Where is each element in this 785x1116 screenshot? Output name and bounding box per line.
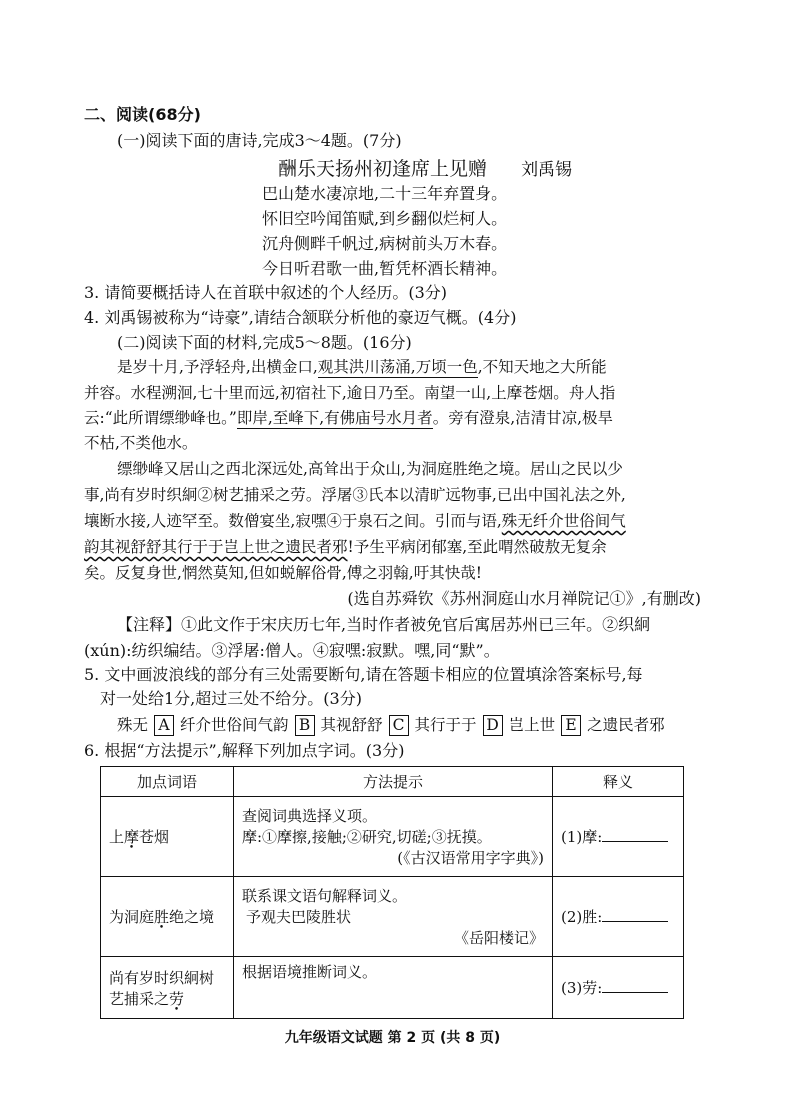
row3-answer[interactable]: (3)劳: bbox=[553, 957, 684, 1019]
passage-p2-line3: 壤断水接,人迹罕至。数僧宴坐,寂嘿④于泉石之间。引而与语,殊无纤介世俗间气 bbox=[84, 512, 626, 530]
col-header-word: 加点词语 bbox=[101, 767, 234, 797]
passage-p2-line4: 韵其视舒舒其行于于岂上世之遗民者邪!予生平病闭郁塞,至此喟然破敖无复余 bbox=[84, 538, 607, 556]
row2-word: 为洞庭胜绝之境 bbox=[101, 877, 234, 957]
passage-p1-line3: 云:“此所谓缥缈峰也。”即岸,至峰下,有佛庙号水月者。旁有澄泉,洁清甘凉,极旱 bbox=[84, 409, 614, 427]
question-4: 4. 刘禹锡被称为“诗豪”,请结合颔联分析他的豪迈气概。(4分) bbox=[84, 308, 517, 327]
vocab-table bbox=[100, 766, 684, 1019]
notes-line2: (xún):纺织编结。③浮屠:僧人。④寂嘿:寂默。嘿,同“默”。 bbox=[84, 641, 500, 660]
break-box-e[interactable]: E bbox=[561, 715, 581, 736]
break-box-b[interactable]: B bbox=[295, 715, 315, 736]
part1-intro: (一)阅读下面的唐诗,完成3～4题。(7分) bbox=[117, 131, 402, 150]
passage-p1-line1: 是岁十月,予浮轻舟,出横金口,观其洪川荡涌,万顷一色,不知天地之大所能 bbox=[117, 358, 607, 376]
poem-line-4: 今日听君歌一曲,暂凭杯酒长精神。 bbox=[262, 259, 508, 278]
row1-word: 上摩苍烟 bbox=[101, 797, 234, 877]
question-5-line2: 对一处给1分,超过三处不给分。(3分) bbox=[100, 689, 362, 708]
underlined-phrase-2: 即岸,至峰下,有佛庙号水月者 bbox=[236, 409, 433, 427]
break-box-d[interactable]: D bbox=[483, 715, 503, 736]
row3-hint: 根据语境推断词义。 bbox=[234, 957, 553, 1019]
table-row bbox=[101, 877, 684, 957]
table-header-row bbox=[101, 767, 684, 797]
question-6: 6. 根据“方法提示”,解释下列加点字词。(3分) bbox=[84, 741, 405, 760]
source-citation: (选自苏舜钦《苏州洞庭山水月禅院记①》,有删改) bbox=[347, 589, 701, 608]
table-row bbox=[101, 797, 684, 877]
poem-author: 刘禹锡 bbox=[521, 160, 573, 180]
part2-intro: (二)阅读下面的材料,完成5～8题。(16分) bbox=[117, 333, 412, 352]
sentence-break-row: 殊无 A 纤介世俗间气韵 B 其视舒舒 C 其行于于 D 岂上世 E 之遗民者邪 bbox=[117, 716, 665, 734]
page-footer: 九年级语文试题 第 2 页 (共 8 页) bbox=[284, 1030, 501, 1046]
question-5-line1: 5. 文中画波浪线的部分有三处需要断句,请在答题卡相应的位置填涂答案标号,每 bbox=[84, 665, 643, 684]
row1-hint: 查阅词典选择义项。 摩:①摩擦,接触;②研究,切磋;③抚摸。 (《古汉语常用字字典》) bbox=[234, 797, 553, 877]
row2-hint: 联系课文语句解释词义。 予观夫巴陵胜状 《岳阳楼记》 bbox=[234, 877, 553, 957]
poem-title: 酬乐天扬州初逢席上见赠 刘禹锡 bbox=[278, 158, 573, 180]
row2-answer[interactable]: (2)胜: bbox=[553, 877, 684, 957]
section-title: 二、阅读(68分) bbox=[84, 105, 201, 124]
wavy-phrase-2: 韵其视舒舒其行于于岂上世之遗民者邪 bbox=[84, 538, 348, 556]
question-3: 3. 请简要概括诗人在首联中叙述的个人经历。(3分) bbox=[84, 283, 448, 302]
notes-line1: 【注释】①此文作于宋庆历七年,当时作者被免官后寓居苏州已三年。②织絅 bbox=[117, 615, 651, 634]
passage-p2-line1: 缥缈峰又居山之西北深远处,高耸出于众山,为洞庭胜绝之境。居山之民以少 bbox=[117, 460, 623, 478]
break-box-a[interactable]: A bbox=[154, 715, 174, 736]
poem-line-2: 怀旧空吟闻笛赋,到乡翻似烂柯人。 bbox=[262, 209, 508, 228]
wavy-phrase-1: 殊无纤介世俗间气 bbox=[501, 512, 626, 530]
poem-line-3: 沉舟侧畔千帆过,病树前头万木春。 bbox=[262, 234, 508, 253]
col-header-hint: 方法提示 bbox=[234, 767, 553, 797]
table-row bbox=[101, 957, 684, 1019]
passage-p1-line2: 并容。水程溯洄,七十里而远,初宿社下,逾日乃至。南望一山,上摩苍烟。舟人指 bbox=[84, 384, 616, 402]
poem-line-1: 巴山楚水凄凉地,二十三年弃置身。 bbox=[262, 184, 508, 203]
underlined-phrase-1: 观其洪川荡涌,万顷一色 bbox=[317, 358, 478, 376]
passage-p2-line2: 事,尚有岁时织絅②树艺捕采之劳。浮屠③氏本以清旷远物事,已出中国礼法之外, bbox=[84, 486, 626, 504]
passage-p1-line4: 不枯,不类他水。 bbox=[84, 434, 198, 452]
col-header-meaning: 释义 bbox=[553, 767, 684, 797]
passage-p2-line5: 矣。反复身世,惘然莫知,但如蜕解俗骨,傅之羽翰,吁其快哉! bbox=[84, 564, 482, 582]
break-box-c[interactable]: C bbox=[389, 715, 409, 736]
row3-word: 尚有岁时织絅树 艺捕采之劳 bbox=[101, 957, 234, 1019]
row1-answer[interactable]: (1)摩: bbox=[553, 797, 684, 877]
